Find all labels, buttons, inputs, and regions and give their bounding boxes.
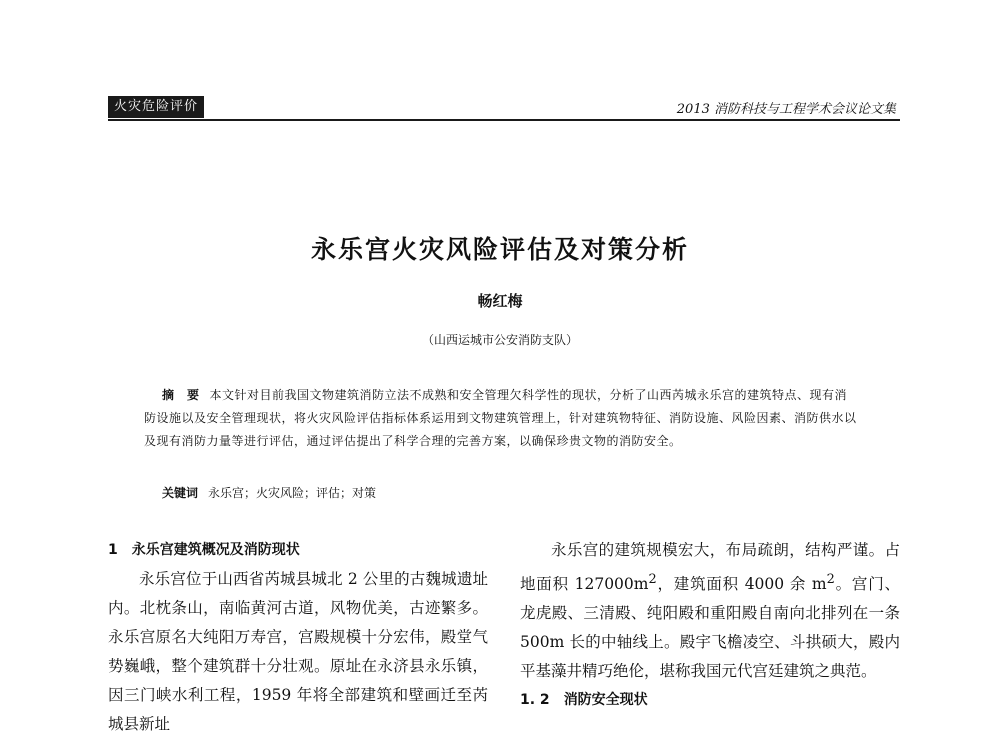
abstract-label: 摘 要 [162,388,200,402]
subsection-heading [520,686,900,715]
section-number: 1 [108,542,118,558]
body-paragraph [520,536,900,686]
author-name: 畅红梅 [477,292,523,310]
keywords-text: 永乐宫；火灾风险；评估；对策 [208,486,377,500]
right-column [520,536,900,715]
section-tag: 火灾危险评价 [108,96,204,118]
keywords-label: 关键词 [162,486,199,500]
section-title: 永乐宫建筑概况及消防现状 [131,542,300,558]
paper-title: 永乐宫火灾风险评估及对策分析 [310,235,689,264]
journal-title: 2013 消防科技与工程学术会议论文集 [676,102,896,117]
para-part-a: 永乐宫的建筑规模宏大，布局疏朗，结构严谨。占地面积 127000m [520,541,900,594]
header-rule [108,119,900,121]
para-part-b: ，建筑面积 4000 余 m [656,575,827,594]
abstract-text: 本文针对目前我国文物建筑消防立法不成熟和安全管理欠科学性的现状，分析了山西芮城永乐宫的建筑特点、现有消防设施以及安全管理现状，将火灾风险评估指标体系运用到文物建筑管理上，针对建筑物特征、消防设施、风险因素、消防供水以及现有消防力量等进行评估，通过评估提出了科学合理的完善方案，以确保珍贵文物的消防安全。 [144,388,857,448]
superscript-a: 2 [648,572,657,587]
abstract [144,384,858,453]
para-part-c: 。宫门、龙虎殿、三清殿、纯阳殿和重阳殿自南向北排列在一条 500m 长的中轴线上。殿宇飞檐凌空、斗拱硕大，殿内平基藻井精巧绝伦，堪称我国元代宫廷建筑之典范。 [520,575,900,681]
keywords [144,482,858,505]
body-paragraph: 永乐宫位于山西省芮城县城北 2 公里的古魏城遗址内。北枕条山，南临黄河古道，风物优美，古迹繁多。永乐宫原名大纯阳万寿宫，宫殿规模十分宏伟，殿堂气势巍峨，整个建筑群十分壮观。原址在永济县永乐镇，因三门峡水利工程，1959 年将全部建筑和壁画迁至芮城县新址 [108,570,488,733]
author-affiliation: （山西运城市公安消防支队） [421,333,578,347]
subsection-title: 消防安全现状 [563,692,648,709]
left-column [108,536,488,739]
subsection-number: 1. 2 [520,692,550,709]
section-heading [108,536,488,565]
superscript-b: 2 [826,572,835,587]
